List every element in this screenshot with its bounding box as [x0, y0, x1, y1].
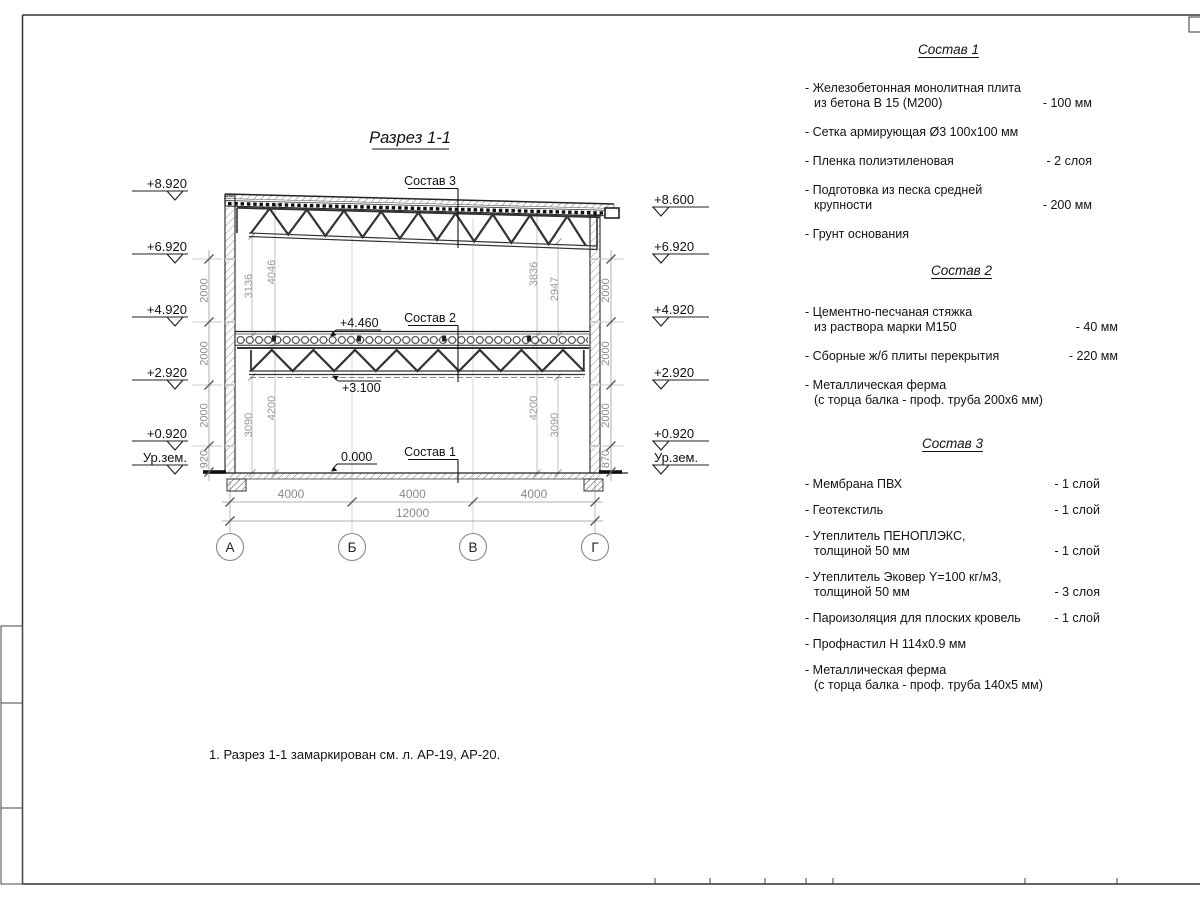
bottom-dimensions	[222, 487, 603, 526]
spec-item-text: (с торца балка - проф. труба 140х5 мм)	[814, 678, 1043, 692]
spec-item-text: - Цементно-песчаная стяжка	[805, 305, 973, 319]
spec-item	[805, 529, 1100, 559]
chain-dim: 2000	[600, 403, 612, 428]
elevation-mark: +2.920	[146, 365, 187, 380]
elevation-mark: +8.920	[146, 176, 187, 191]
spec-item-text: - Мембрана ПВХ	[805, 477, 903, 491]
spec-block-sostav-1	[805, 42, 1092, 256]
spec-item-text: крупности	[814, 198, 873, 212]
spec-item	[805, 378, 1118, 408]
spec-item-text: - Подготовка из песка средней	[805, 183, 983, 197]
svg-text:+4.460: +4.460	[340, 316, 379, 330]
spec-item-text: толщиной 50 мм	[814, 585, 910, 599]
spec-block-sostav-2	[805, 263, 1118, 422]
spec-item-text: (с торца балка - проф. труба 200х6 мм)	[814, 393, 1043, 407]
footing-left	[227, 479, 246, 491]
svg-text:0.000: 0.000	[341, 450, 373, 464]
composition-label-2: Состав 2	[404, 311, 456, 325]
spec-item-text: - Профнастил Н 114х0.9 мм	[805, 637, 967, 651]
frame-corner-box	[1189, 17, 1200, 32]
elevation-mark: +4.920	[146, 302, 187, 317]
ground-level-mark-left	[203, 470, 226, 474]
spec-item	[805, 663, 1100, 693]
spec-item-text: - Металлическая ферма	[805, 663, 947, 677]
spec-item-value: - 200 мм	[1042, 198, 1092, 212]
spec-item-value: - 3 слоя	[1054, 585, 1100, 599]
elevation-mark: +6.920	[654, 239, 695, 254]
title-block-top-ticks	[655, 878, 1117, 884]
footing-right	[584, 479, 603, 491]
elevation-mark: +0.920	[654, 426, 695, 441]
chain-dim: 2000	[600, 278, 612, 303]
spec-item	[805, 349, 1118, 364]
axis-bubbles	[217, 534, 609, 561]
elevation-mark: +0.920	[146, 426, 187, 441]
composition-label-1: Состав 1	[404, 445, 456, 459]
level-slab-top	[330, 316, 381, 337]
spec-item-value: - 1 слой	[1054, 544, 1100, 558]
spec-item-text: из раствора марки М150	[814, 320, 957, 334]
spec-item	[805, 227, 1092, 242]
chain-dim: 2000	[198, 278, 211, 303]
spec-item-value: - 100 мм	[1042, 96, 1092, 110]
spec-item-text: толщиной 50 мм	[814, 544, 910, 558]
spec-item	[805, 477, 1100, 492]
spec-item-text: - Грунт основания	[805, 227, 910, 241]
total-dim: 12000	[395, 506, 430, 520]
dim-label: 3836	[528, 261, 540, 287]
spec-item	[805, 637, 1100, 652]
dim-label: 4200	[528, 395, 540, 421]
chain-dim: 870	[600, 449, 612, 469]
middle-floor-truss	[237, 348, 589, 378]
left-dimension-chain	[192, 250, 222, 481]
sheet-note: 1. Разрез 1-1 замаркирован см. л. АР-19, АР-20.	[209, 747, 501, 762]
span-dim: 4000	[399, 487, 426, 501]
elevation-mark: +2.920	[654, 365, 695, 380]
spec-item	[805, 154, 1092, 169]
elevation-mark: +8.600	[654, 192, 695, 207]
spec-item-text: - Утеплитель Эковер Y=100 кг/м3,	[805, 570, 1002, 584]
spec-item-value: - 40 мм	[1075, 320, 1118, 334]
level-floor-zero	[331, 450, 377, 472]
axis-letter: Г	[591, 540, 599, 555]
spec-item-value: - 1 слой	[1054, 611, 1100, 625]
axis-letter: В	[468, 540, 478, 555]
elevation-mark: +6.920	[146, 239, 187, 254]
spec-title: Состав 1	[918, 42, 979, 57]
chain-dim: 2000	[600, 341, 612, 366]
dim-label: 4046	[266, 259, 278, 285]
axis-letter: А	[225, 540, 235, 555]
spec-item-text: - Сетка армирующая Ø3 100x100 мм	[805, 125, 1019, 139]
spec-item	[805, 570, 1100, 600]
right-elevation-marks	[652, 192, 709, 474]
spec-title: Состав 3	[922, 436, 983, 451]
middle-floor-slab	[235, 332, 589, 346]
left-margin-stamp-boxes	[1, 626, 23, 884]
span-dim: 4000	[277, 487, 305, 501]
spec-item	[805, 611, 1100, 626]
spec-item-text: из бетона В 15 (М200)	[814, 96, 943, 110]
spec-item	[805, 305, 1118, 335]
spec-item-text: - Металлическая ферма	[805, 378, 947, 392]
roof-assembly	[225, 194, 619, 218]
axis-grid-lines	[230, 218, 595, 533]
eave-end-cap	[605, 208, 619, 218]
level-truss-bottom	[332, 376, 381, 395]
spec-item	[805, 125, 1092, 140]
right-dimension-chain	[598, 250, 624, 481]
svg-text:+3.100: +3.100	[342, 381, 381, 395]
dim-label: 3136	[243, 273, 255, 299]
axis-letter: Б	[347, 540, 357, 555]
elevation-mark: Ур.зем.	[142, 450, 187, 465]
chain-dim: 2000	[198, 341, 211, 366]
dim-label: 3090	[549, 412, 561, 438]
dim-label: 4200	[266, 395, 278, 421]
spec-item-value: - 1 слой	[1054, 477, 1100, 491]
spec-item-text: - Сборные ж/б плиты перекрытия	[805, 349, 1000, 363]
spec-item-value: - 1 слой	[1054, 503, 1100, 517]
chain-dim: 2000	[198, 403, 211, 428]
view-title	[369, 129, 451, 149]
spec-item-value: - 220 мм	[1068, 349, 1118, 363]
spec-item-text: - Геотекстиль	[805, 503, 884, 517]
view-title-text: Разрез 1-1	[369, 129, 451, 147]
elevation-mark: Ур.зем.	[654, 450, 699, 465]
dim-label: 2947	[549, 276, 561, 302]
spec-item-text: - Утеплитель ПЕНОПЛЭКС,	[805, 529, 966, 543]
spec-item	[805, 81, 1092, 111]
composition-label-3: Состав 3	[404, 174, 456, 188]
spec-item-value: - 2 слоя	[1046, 154, 1092, 168]
spec-block-sostav-3	[805, 436, 1100, 704]
spec-item	[805, 183, 1092, 213]
left-elevation-marks	[132, 176, 188, 474]
spec-item	[805, 503, 1100, 518]
spec-item-text: - Железобетонная монолитная плита	[805, 81, 1021, 95]
dim-label: 3090	[243, 412, 255, 438]
spec-title: Состав 2	[931, 263, 992, 278]
span-dim: 4000	[520, 487, 548, 501]
spec-item-text: - Пароизоляция для плоских кровель	[805, 611, 1021, 625]
elevation-mark: +4.920	[654, 302, 695, 317]
spec-item-text: - Пленка полиэтиленовая	[805, 154, 954, 168]
chain-dim: 920	[198, 449, 211, 469]
